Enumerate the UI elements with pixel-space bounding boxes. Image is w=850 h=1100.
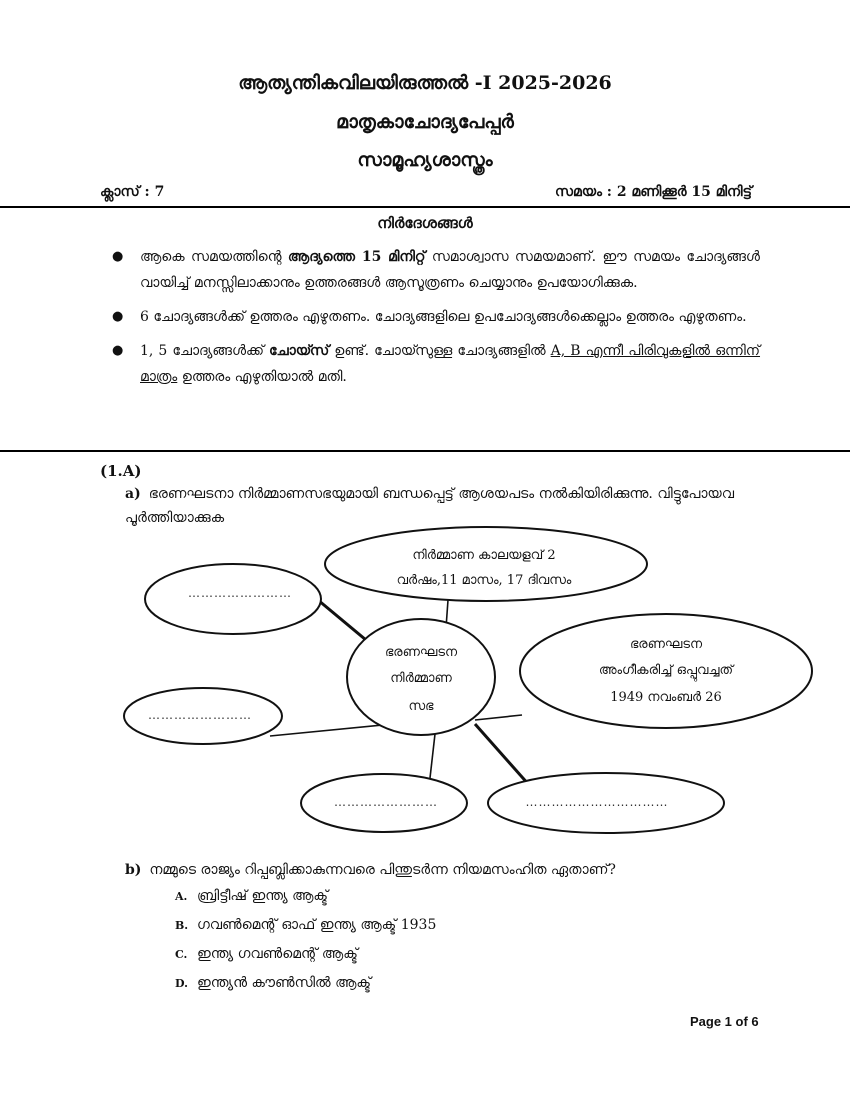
blank-dots: ……………………	[148, 708, 252, 722]
blank-dots: ……………………	[188, 586, 292, 600]
center-line-2: നിർമ്മാണ	[390, 671, 452, 686]
instruction-text: ആകെ സമയത്തിന്റെ	[140, 249, 288, 265]
option-text: ഇന്ത്യ ഗവൺമെന്റ് ആക്ട്	[197, 946, 358, 962]
paper-type: മാതൃകാചോദ്യപേപ്പർ	[336, 111, 514, 133]
signed-line-2: അംഗീകരിച്ച് ഒപ്പുവച്ചത്	[598, 663, 734, 678]
question-1b-text	[125, 862, 616, 878]
sub-question-text: നമ്മുടെ രാജ്യം റിപ്പബ്ലിക്കാകുന്നവരെ പിന്തുടർന്ന നിയമസംഹിത ഏതാണ്?	[149, 862, 616, 878]
instruction-emphasis: ആദ്യത്തെ 15 മിനിറ്റ്	[287, 249, 426, 265]
blank-dots: ……………………………	[525, 795, 669, 809]
node-duration	[325, 527, 647, 601]
center-line-1: ഭരണഘടന	[384, 645, 458, 660]
subject-title: സാമൂഹ്യശാസ്ത്രം	[357, 149, 493, 171]
page-number: Page 1 of 6	[690, 1014, 759, 1029]
center-line-3: സഭ	[408, 699, 434, 714]
sub-question-text: ഭരണഘടനാ നിർമ്മാണസഭയുമായി ബന്ധപ്പെട്ട് ആശയപടം നൽകിയിരിക്കുന്നു. വിട്ടുപോയവ പൂർത്തിയാക്കുക	[125, 486, 735, 526]
connector-line	[270, 725, 383, 736]
duration-line-1: നിർമ്മാണ കാലയളവ് 2	[412, 548, 556, 563]
option-a	[175, 888, 328, 904]
option-letter: C.	[175, 948, 188, 961]
option-letter: D.	[175, 977, 188, 990]
option-d	[175, 975, 371, 991]
option-text: ഗവൺമെന്റ് ഓഫ് ഇന്ത്യ ആക്ട് 1935	[197, 917, 437, 933]
connector-line	[318, 600, 366, 640]
instruction-text: ഉണ്ട്. ചോയ്സുള്ള ചോദ്യങ്ങളിൽ	[329, 343, 551, 359]
signed-line-1: ഭരണഘടന	[629, 637, 703, 652]
instruction-emphasis: ചോയ്സ്	[269, 343, 330, 359]
signed-line-3: 1949 നവംബർ 26	[610, 690, 722, 705]
sub-question-label: b)	[125, 862, 142, 878]
instruction-underlined: A, B എന്നീ പിരിവുകളിൽ ഒന്നിന് മാത്രം	[140, 343, 761, 385]
option-c	[175, 946, 358, 962]
option-text: ഇന്ത്യൻ കൗൺസിൽ ആക്ട്	[197, 975, 372, 991]
option-letter: B.	[175, 919, 189, 932]
blank-dots: ……………………	[334, 795, 438, 809]
connector-line	[430, 734, 435, 778]
connector-line	[475, 715, 522, 720]
class-label: ക്ലാസ് : 7	[100, 184, 165, 200]
option-b	[175, 917, 436, 933]
exam-title: ആത്യന്തികവിലയിരുത്തൽ -I 2025-2026	[238, 72, 612, 94]
instruction-text: 1, 5 ചോദ്യങ്ങൾക്ക്	[140, 343, 270, 359]
duration-line-2: വർഷം,11 മാസം, 17 ദിവസം	[396, 573, 572, 588]
instruction-text: സമാശ്വാസ സമയമാണ്. ഈ സമയം ചോദ്യങ്ങൾ വായിച്ച് മനസ്സിലാക്കാനും ഉത്തരങ്ങൾ ആസൂത്രണം ചെയ്യാനും ഉപയോഗിക്കുക.	[140, 249, 760, 291]
question-number: (1.A)	[100, 462, 142, 480]
instruction-text: ഉത്തരം എഴുതിയാൽ മതി.	[177, 369, 347, 385]
option-letter: A.	[175, 890, 188, 903]
instruction-text: 6 ചോദ്യങ്ങൾക്ക് ഉത്തരം എഴുതണം. ചോദ്യങ്ങളിലെ ഉപചോദ്യങ്ങൾക്കെല്ലാം ഉത്തരം എഴുതണം.	[140, 309, 747, 325]
sub-question-label: a)	[125, 486, 141, 502]
instructions-heading: നിർദേശങ്ങൾ	[377, 214, 473, 232]
option-text: ബ്രിട്ടീഷ് ഇന്ത്യ ആക്ട്	[197, 888, 328, 904]
time-label: സമയം : 2 മണിക്കൂർ 15 മിനിട്ട്	[555, 184, 752, 200]
